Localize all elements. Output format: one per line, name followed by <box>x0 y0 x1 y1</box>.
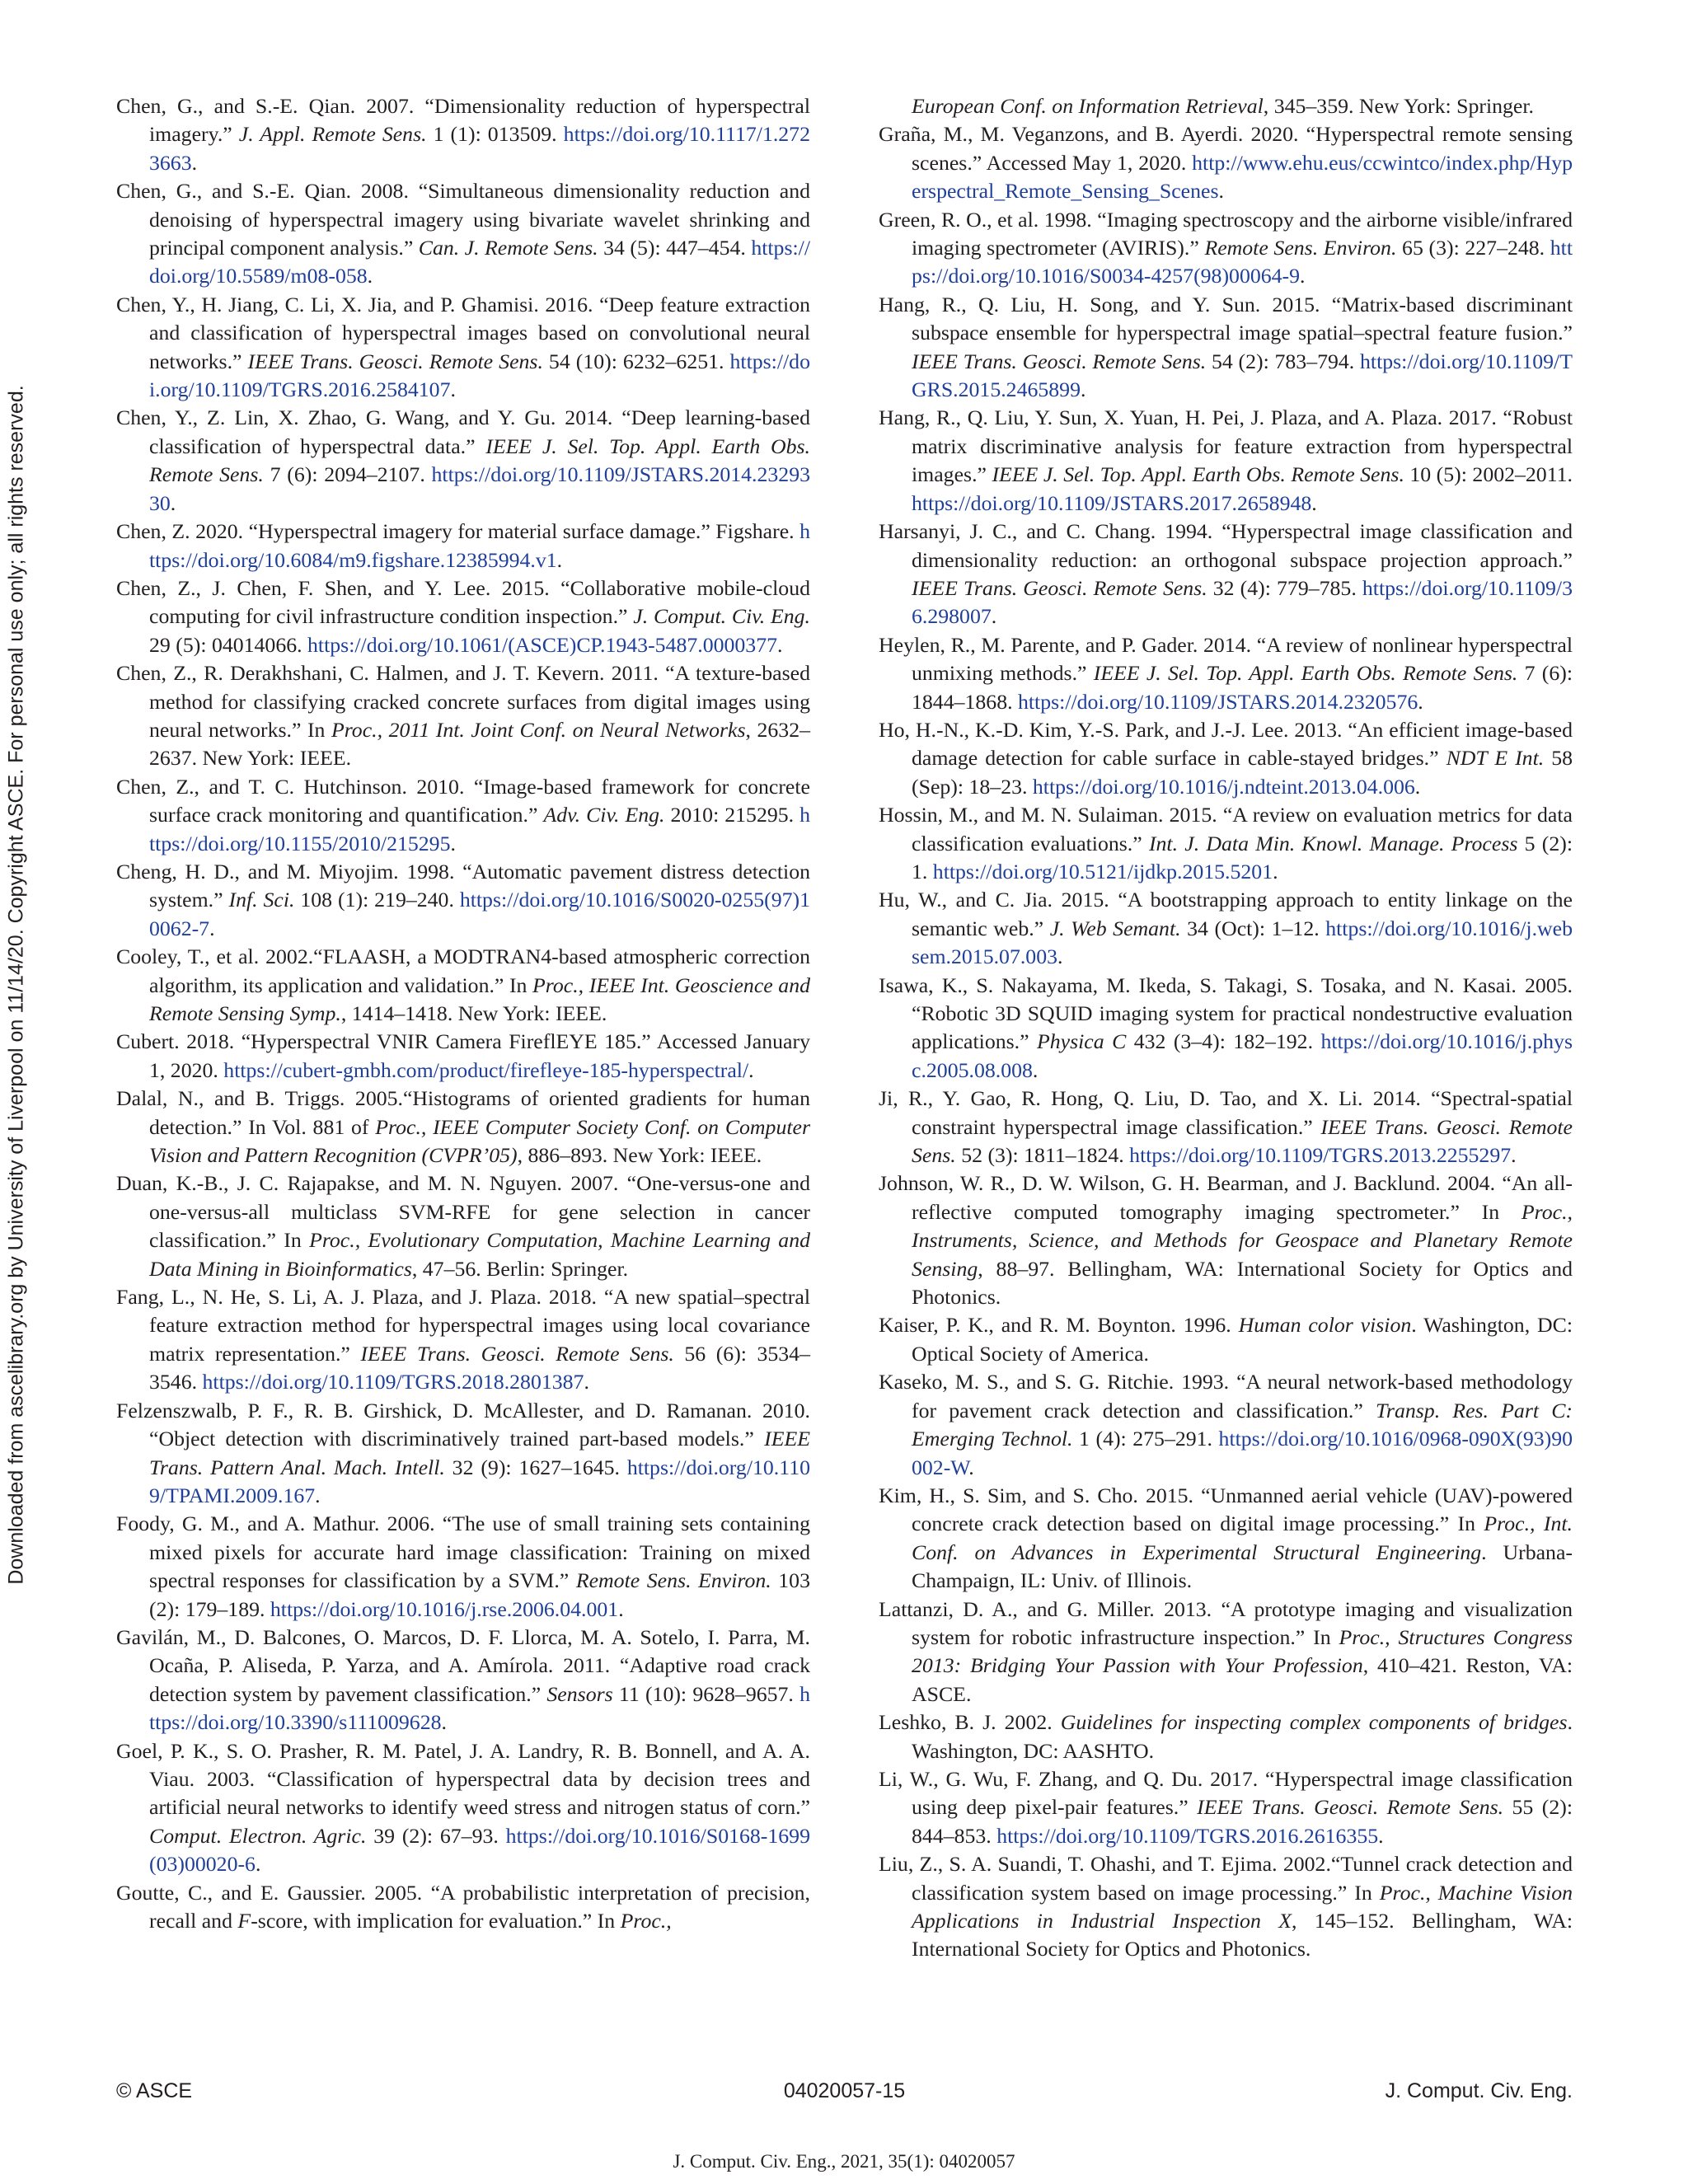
reference-source: IEEE Trans. Geosci. Remote Sens. <box>1197 1795 1504 1820</box>
reference-punctuation: . <box>1414 774 1421 799</box>
reference-source: Proc., Int. Conf. on Advances in Experimental Structural Engineering <box>912 1511 1573 1564</box>
reference-source: Proc., <box>620 1909 672 1933</box>
page-footer <box>116 2079 1573 2107</box>
reference-source: Proc., 2011 Int. Joint Conf. on Neural Networks <box>331 717 746 742</box>
reference-punctuation: . <box>748 1057 754 1082</box>
reference-entry <box>879 631 1573 716</box>
reference-text: Chen, G., and S.-E. Qian. 2007. “Dimensionality reduction of hyperspectral imagery.” <box>116 94 810 147</box>
reference-entry <box>116 858 810 943</box>
reference-doi-link[interactable]: https://doi.org/10.1016/j.ndteint.2013.04.006 <box>1032 774 1415 799</box>
reference-details: 1 (1): 013509. <box>426 122 564 147</box>
reference-doi-link[interactable]: https://doi.org/10.1109/JSTARS.2014.2329330 <box>149 462 810 515</box>
reference-doi-link[interactable]: https://doi.org/10.1016/j.websem.2015.07.003 <box>912 916 1573 969</box>
reference-punctuation: . <box>1080 377 1086 402</box>
reference-text: Cubert. 2018. “Hyperspectral VNIR Camera FireflEYE 185.” Accessed January 1, 2020. <box>116 1029 810 1082</box>
reference-entry <box>879 1311 1573 1368</box>
reference-details: 432 (3–4): 182–192. <box>1126 1029 1321 1054</box>
reference-source: IEEE Trans. Geosci. Remote Sens. <box>912 349 1207 373</box>
reference-text: Gavilán, M., D. Balcones, O. Marcos, D. F. Llorca, M. A. Sotelo, I. Parra, M. Ocaña, P. Aliseda, P. Yarza, and A. Amírola. 2011. “Adaptive road crack detection system by pavement classification.” <box>116 1624 810 1706</box>
reference-details: 54 (10): 6232–6251. <box>542 349 730 373</box>
reference-punctuation: . <box>450 377 456 402</box>
reference-source: J. Appl. Remote Sens. <box>238 122 427 147</box>
reference-source: Remote Sens. Environ. <box>575 1568 771 1593</box>
reference-text: Liu, Z., S. A. Suandi, T. Ohashi, and T. Ejima. 2002.“Tunnel crack detection and classification system based on image processing.” In <box>879 1852 1573 1905</box>
references-left-column <box>116 92 810 1935</box>
reference-continuation <box>879 92 1573 120</box>
reference-entry <box>879 801 1573 886</box>
reference-source: IEEE J. Sel. Top. Appl. Earth Obs. Remote Sens. <box>992 462 1404 487</box>
reference-entry <box>116 1624 810 1737</box>
reference-entry <box>879 1596 1573 1709</box>
reference-text: Hu, W., and C. Jia. 2015. “A bootstrapping approach to entity linkage on the semantic web.” <box>879 888 1573 940</box>
reference-source: IEEE Trans. Geosci. Remote Sens. <box>360 1341 674 1366</box>
reference-text: Hossin, M., and M. N. Sulaiman. 2015. “A review on evaluation metrics for data classification evaluations.” <box>879 803 1573 855</box>
reference-details: 56 (6): 3534–3546. <box>149 1341 810 1394</box>
reference-doi-link[interactable]: https://cubert-gmbh.com/product/firefleye-185-hyperspectral/ <box>223 1057 749 1082</box>
reference-details: 103 (2): 179–189. <box>149 1568 810 1621</box>
reference-punctuation: . <box>1378 1823 1384 1848</box>
reference-source: Proc., Evolutionary Computation, Machine Learning and Data Mining in Bioinformatics <box>149 1228 810 1281</box>
reference-details: 7 (6): 2094–2107. <box>263 462 432 487</box>
reference-doi-link[interactable]: https://doi.org/10.5589/m08-058 <box>149 236 810 288</box>
reference-punctuation: . <box>1300 264 1306 288</box>
reference-punctuation: . <box>441 1710 447 1735</box>
reference-entry <box>116 1510 810 1624</box>
reference-doi-link[interactable]: https://doi.org/10.6084/m9.figshare.12385994.v1 <box>149 519 810 572</box>
reference-punctuation: . <box>777 632 783 657</box>
reference-doi-link[interactable]: https://doi.org/10.1016/j.physc.2005.08.008 <box>912 1029 1573 1082</box>
reference-doi-link[interactable]: https://doi.org/10.1109/TGRS.2015.2465899 <box>912 349 1573 402</box>
reference-entry <box>879 1368 1573 1482</box>
reference-punctuation: . <box>1057 944 1063 969</box>
reference-text: Chen, Z., J. Chen, F. Shen, and Y. Lee. 2015. “Collaborative mobile-cloud computing for civil infrastructure condition inspection.” <box>116 575 810 629</box>
reference-doi-link[interactable]: https://doi.org/10.1061/(ASCE)CP.1943-5487.0000377 <box>307 632 777 657</box>
reference-details: 58 (Sep): 18–23. <box>912 746 1573 799</box>
reference-text: Graña, M., M. Veganzons, and B. Ayerdi. 2020. “Hyperspectral remote sensing scenes.” Accessed May 1, 2020. <box>879 122 1573 175</box>
reference-source: J. Comput. Civ. Eng. <box>633 604 811 629</box>
reference-text: Kim, H., S. Sim, and S. Cho. 2015. “Unmanned aerial vehicle (UAV)-powered concrete crack detection based on digital image processing.” In <box>879 1483 1573 1536</box>
reference-source: Can. J. Remote Sens. <box>418 236 598 260</box>
reference-entry <box>116 1737 810 1879</box>
reference-text: Chen, Z., R. Derakhshani, C. Halmen, and J. T. Kevern. 2011. “A texture-based method for classifying cracked concrete surfaces from digital images using neural networks.” In <box>116 661 810 742</box>
reference-details: 54 (2): 783–794. <box>1206 349 1360 373</box>
reference-text: Chen, Z. 2020. “Hyperspectral imagery for material surface damage.” Figshare. <box>116 519 800 544</box>
reference-punctuation: . <box>556 547 563 572</box>
reference-entry <box>116 1283 810 1397</box>
reference-doi-link[interactable]: https://doi.org/10.1016/S0034-4257(98)00064-9 <box>912 236 1573 288</box>
reference-text: Felzenszwalb, P. F., R. B. Girshick, D. McAllester, and D. Ramanan. 2010. “Object detection with discriminatively trained part-based models.” <box>116 1398 810 1451</box>
reference-text: Kaseko, M. S., and S. G. Ritchie. 1993. “A neural network-based methodology for pavement crack detection and classification.” <box>879 1370 1573 1422</box>
reference-details: 10 (5): 2002–2011. <box>1404 462 1573 487</box>
reference-text: Chen, Z., and T. C. Hutchinson. 2010. “Image-based framework for concrete surface crack monitoring and quantification.” <box>116 774 810 827</box>
reference-text: Leshko, B. J. 2002. <box>879 1710 1061 1735</box>
reference-details: -score, with implication for evaluation.” In <box>251 1909 621 1933</box>
reference-text: Hang, R., Q. Liu, Y. Sun, X. Yuan, H. Pei, J. Plaza, and A. Plaza. 2017. “Robust matrix discriminative analysis for feature extraction from hyperspectral images.” <box>879 405 1573 487</box>
reference-details: , 47–56. Berlin: Springer. <box>411 1256 629 1281</box>
reference-doi-link[interactable]: https://doi.org/10.1016/0968-090X(93)90002-W <box>912 1427 1573 1479</box>
reference-entry <box>879 120 1573 205</box>
reference-doi-link[interactable]: https://doi.org/10.1109/TGRS.2016.2616355 <box>996 1823 1379 1848</box>
reference-punctuation: . <box>1511 1143 1517 1168</box>
reference-details: 65 (3): 227–248. <box>1396 236 1550 260</box>
reference-details: 2010: 215295. <box>664 803 800 827</box>
reference-entry <box>116 943 810 1028</box>
reference-punctuation: . <box>450 831 456 855</box>
reference-entry <box>116 1879 810 1936</box>
reference-text: Dalal, N., and B. Triggs. 2005.“Histograms of oriented gradients for human detection.” In Vol. 881 of <box>116 1086 810 1139</box>
reference-details: , 410–421. Reston, VA: ASCE. <box>912 1653 1573 1706</box>
reference-entry <box>116 1169 810 1283</box>
reference-punctuation: . <box>170 490 176 515</box>
reference-source: Proc., IEEE Computer Society Conf. on Computer Vision and Pattern Recognition (CVPR’05) <box>149 1114 811 1168</box>
reference-details: . Urbana-Champaign, IL: Univ. of Illinois. <box>912 1540 1573 1593</box>
reference-entry <box>116 404 810 518</box>
reference-details: 34 (5): 447–454. <box>598 236 752 260</box>
reference-source: NDT E Int. <box>1446 746 1545 771</box>
reference-source: Physica C <box>1036 1029 1127 1054</box>
reference-punctuation: . <box>1218 179 1224 204</box>
reference-details: 32 (4): 779–785. <box>1207 575 1362 600</box>
reference-source: IEEE Trans. Pattern Anal. Mach. Intell. <box>149 1427 810 1479</box>
bottom-citation: J. Comput. Civ. Eng., 2021, 35(1): 04020057 <box>673 2151 1015 2172</box>
reference-source: F <box>237 1909 251 1933</box>
reference-source: J. Web Semant. <box>1049 916 1181 940</box>
reference-punctuation: . <box>255 1852 261 1877</box>
reference-text: Lattanzi, D. A., and G. Miller. 2013. “A prototype imaging and visualization system for robotic infrastructure inspection.” In <box>879 1596 1573 1649</box>
reference-text: Li, W., G. Wu, F. Zhang, and Q. Du. 2017. “Hyperspectral image classification using deep pixel-pair features.” <box>879 1766 1573 1820</box>
reference-entry <box>116 518 810 574</box>
reference-punctuation: . <box>584 1370 589 1394</box>
reference-entry <box>879 291 1573 405</box>
reference-punctuation: . <box>315 1483 321 1507</box>
reference-doi-link[interactable]: https://doi.org/10.1109/TPAMI.2009.167 <box>149 1455 810 1507</box>
reference-text: Isawa, K., S. Nakayama, M. Ikeda, S. Takagi, S. Tosaka, and N. Kasai. 2005. “Robotic 3D SQUID imaging system for practical nondestructive evaluation applications.” <box>879 972 1573 1054</box>
reference-punctuation: . <box>968 1455 974 1479</box>
reference-doi-link[interactable]: http://www.ehu.eus/ccwintco/index.php/Hyperspectral_Remote_Sensing_Scenes <box>912 150 1573 204</box>
references-right-column <box>879 92 1573 1964</box>
reference-details: , 1414–1418. New York: IEEE. <box>340 1001 607 1025</box>
reference-source: Int. J. Data Min. Knowl. Manage. Process <box>1148 831 1518 855</box>
reference-text: Ho, H.-N., K.-D. Kim, Y.-S. Park, and J.-J. Lee. 2013. “An efficient image-based damage detection for cable surface in cable-stayed bridges.” <box>879 717 1573 771</box>
reference-doi-link[interactable]: https://doi.org/10.1016/S0020-0255(97)10062-7 <box>149 888 810 940</box>
reference-doi-link[interactable]: https://doi.org/10.1109/TGRS.2016.2584107 <box>149 349 810 402</box>
reference-text: Kaiser, P. K., and R. M. Boynton. 1996. <box>879 1313 1239 1338</box>
reference-details: , 886–893. New York: IEEE. <box>517 1143 762 1168</box>
reference-entry <box>879 972 1573 1085</box>
reference-text: Ji, R., Y. Gao, R. Hong, Q. Liu, D. Tao, and X. Li. 2014. “Spectral-spatial constraint hyperspectral image classification.” <box>879 1086 1573 1139</box>
reference-punctuation: . <box>209 916 215 940</box>
reference-details: 55 (2): 844–853. <box>912 1795 1573 1848</box>
reference-doi-link[interactable]: https://doi.org/10.1016/j.rse.2006.04.001 <box>270 1596 619 1621</box>
reference-entry <box>116 773 810 858</box>
reference-entry <box>879 206 1573 291</box>
reference-source: IEEE Trans. Geosci. Remote Sens. <box>247 349 543 373</box>
reference-details: . Washington, DC: AASHTO. <box>912 1710 1573 1763</box>
reference-entry <box>879 1850 1573 1964</box>
reference-source: Comput. Electron. Agric. <box>149 1823 367 1848</box>
reference-text: Harsanyi, J. C., and C. Chang. 1994. “Hyperspectral image classification and dimensionality reduction: an orthogonal subspace projection approach.” <box>879 519 1573 572</box>
reference-doi-link[interactable]: https://doi.org/10.1109/JSTARS.2014.2320576 <box>1017 689 1418 714</box>
reference-doi-link[interactable]: https://doi.org/10.1117/1.2723663 <box>149 122 810 175</box>
reference-source: Human color vision <box>1238 1313 1412 1338</box>
reference-entry <box>116 92 810 177</box>
reference-punctuation: . <box>991 604 997 629</box>
reference-source: Transp. Res. Part C: Emerging Technol. <box>912 1398 1573 1451</box>
reference-source: Proc., Machine Vision Applications in Industrial Inspection X <box>912 1880 1573 1933</box>
reference-source: Proc., Structures Congress 2013: Bridging Your Passion with Your Profession <box>912 1624 1573 1678</box>
reference-details: 11 (10): 9628–9657. <box>612 1681 800 1706</box>
reference-details: 32 (9): 1627–1645. <box>444 1455 627 1479</box>
reference-text: Chen, Y., Z. Lin, X. Zhao, G. Wang, and Y. Gu. 2014. “Deep learning-based classification of hyperspectral data.” <box>116 405 810 458</box>
reference-source: IEEE J. Sel. Top. Appl. Earth Obs. Remote Sens. <box>149 434 810 487</box>
reference-entry <box>879 1708 1573 1765</box>
reference-entry <box>879 886 1573 971</box>
footer-journal: J. Comput. Civ. Eng. <box>1385 2079 1573 2102</box>
reference-details: , 2632–2637. New York: IEEE. <box>149 717 811 771</box>
download-notice-text: Downloaded from ascelibrary.org by University of Liverpool on 11/14/20. Copyright ASCE. For personal use only; all rights reserved. <box>4 385 28 1585</box>
reference-text: Johnson, W. R., D. W. Wilson, G. H. Bearman, and J. Backlund. 2004. “An all-reflective computed tomography imaging spectrometer.” In <box>879 1171 1573 1224</box>
reference-entry <box>116 1028 810 1085</box>
reference-details: 1 (4): 275–291. <box>1072 1427 1219 1451</box>
reference-text: Chen, G., and S.-E. Qian. 2008. “Simultaneous dimensionality reduction and denoising of hyperspectral imagery using bivariate wavelet shrinking and principal component analysis.” <box>116 179 810 260</box>
reference-punctuation: . <box>191 150 198 175</box>
reference-entry <box>879 1169 1573 1311</box>
reference-details: . Washington, DC: Optical Society of America. <box>912 1313 1573 1366</box>
reference-source: IEEE Trans. Geosci. Remote Sens. <box>912 575 1207 600</box>
reference-entry <box>879 1482 1573 1596</box>
reference-text: Goel, P. K., S. O. Prasher, R. M. Patel, J. A. Landry, R. B. Bonnell, and A. A. Viau. 2003. “Classification of hyperspectral data by decision trees and artificial neural networks to identify weed stress and nitrogen status of corn.” <box>116 1738 810 1820</box>
reference-doi-link[interactable]: https://doi.org/10.1109/TGRS.2018.2801387 <box>202 1370 584 1394</box>
reference-details: 5 (2): 1. <box>912 831 1573 883</box>
reference-entry <box>879 1085 1573 1169</box>
reference-source: Adv. Civ. Eng. <box>543 803 665 827</box>
reference-details: , 88–97. Bellingham, WA: International Society for Optics and Photonics. <box>912 1256 1573 1310</box>
reference-doi-link[interactable]: https://doi.org/10.1109/JSTARS.2017.2658948 <box>912 490 1312 515</box>
reference-entry <box>879 518 1573 631</box>
reference-text: Chen, Y., H. Jiang, C. Li, X. Jia, and P. Ghamisi. 2016. “Deep feature extraction and classification of hyperspectral images based on convolutional neural networks.” <box>116 292 810 373</box>
reference-punctuation: . <box>1273 859 1278 883</box>
reference-entry <box>879 716 1573 801</box>
footer-page-number: 04020057-15 <box>783 2079 906 2102</box>
reference-entry <box>879 404 1573 518</box>
download-notice-sidebar <box>0 0 33 2184</box>
reference-punctuation: . <box>367 264 373 288</box>
reference-text: Hang, R., Q. Liu, H. Song, and Y. Sun. 2015. “Matrix-based discriminant subspace ensemble for hyperspectral image spatial–spectral feature fusion.” <box>879 292 1573 345</box>
reference-punctuation: . <box>618 1596 624 1621</box>
reference-punctuation: . <box>1032 1057 1039 1082</box>
reference-details: 34 (Oct): 1–12. <box>1180 916 1326 940</box>
reference-source: Proc., Instruments, Science, and Methods for Geospace and Planetary Remote Sensing <box>912 1199 1573 1281</box>
reference-text: Goutte, C., and E. Gaussier. 2005. “A probabilistic interpretation of precision, recall and <box>116 1880 810 1933</box>
reference-source: Sensors <box>546 1681 613 1706</box>
reference-punctuation: . <box>1311 490 1317 515</box>
reference-doi-link[interactable]: https://doi.org/10.1155/2010/215295 <box>149 803 811 855</box>
reference-doi-link[interactable]: https://doi.org/10.5121/ijdkp.2015.5201 <box>932 859 1273 883</box>
reference-entry <box>116 1085 810 1169</box>
reference-details: 7 (6): 1844–1868. <box>912 661 1573 714</box>
reference-entry <box>116 574 810 659</box>
reference-details: 29 (5): 04014066. <box>149 632 308 657</box>
reference-source: European Conf. on Information Retrieval <box>912 94 1264 118</box>
reference-doi-link[interactable]: https://doi.org/10.1109/36.298007 <box>912 575 1573 629</box>
reference-source: Proc., IEEE Int. Geoscience and Remote Sensing Symp. <box>149 972 810 1025</box>
reference-text: Foody, G. M., and A. Mathur. 2006. “The use of small training sets containing mixed pixels for accurate hard image classification: Training on mixed spectral responses for classification by a SVM.” <box>116 1511 810 1593</box>
reference-text: Cooley, T., et al. 2002.“FLAASH, a MODTRAN4-based atmospheric correction algorithm, its application and validation.” In <box>116 944 810 997</box>
reference-source: IEEE J. Sel. Top. Appl. Earth Obs. Remote Sens. <box>1093 661 1518 686</box>
reference-details: 108 (1): 219–240. <box>294 888 460 912</box>
reference-doi-link[interactable]: https://doi.org/10.1016/S0168-1699(03)00020-6 <box>149 1823 810 1877</box>
reference-entry <box>879 1765 1573 1850</box>
reference-details: , 145–152. Bellingham, WA: International Society for Optics and Photonics. <box>912 1909 1573 1961</box>
reference-details: 39 (2): 67–93. <box>366 1823 506 1848</box>
reference-source: IEEE Trans. Geosci. Remote Sens. <box>912 1114 1573 1168</box>
reference-source: Inf. Sci. <box>228 888 295 912</box>
reference-text: Fang, L., N. He, S. Li, A. J. Plaza, and J. Plaza. 2018. “A new spatial–spectral feature extraction method for hyperspectral images using local covariance matrix representation.” <box>116 1285 810 1366</box>
reference-punctuation: . <box>1418 689 1423 714</box>
reference-details: 52 (3): 1811–1824. <box>955 1143 1130 1168</box>
reference-entry <box>116 659 810 773</box>
reference-text: Green, R. O., et al. 1998. “Imaging spectroscopy and the airborne visible/infrared imaging spectrometer (AVIRIS).” <box>879 207 1573 260</box>
reference-text: Cheng, H. D., and M. Miyojim. 1998. “Automatic pavement distress detection system.” <box>116 859 810 912</box>
reference-source: Guidelines for inspecting complex components of bridges <box>1060 1710 1568 1735</box>
reference-entry <box>116 177 810 291</box>
reference-details: , 345–359. New York: Springer. <box>1263 94 1535 118</box>
reference-doi-link[interactable]: https://doi.org/10.3390/s111009628 <box>149 1681 810 1735</box>
reference-entry <box>116 1397 810 1511</box>
reference-text: Heylen, R., M. Parente, and P. Gader. 2014. “A review of nonlinear hyperspectral unmixing methods.” <box>879 632 1573 686</box>
reference-text: Duan, K.-B., J. C. Rajapakse, and M. N. Nguyen. 2007. “One-versus-one and one-versus-all multiclass SVM-RFE for gene selection in cancer classification.” In <box>116 1171 810 1253</box>
reference-entry <box>116 291 810 405</box>
reference-source: Remote Sens. Environ. <box>1204 236 1397 260</box>
footer-copyright: © ASCE <box>116 2079 193 2102</box>
reference-doi-link[interactable]: https://doi.org/10.1109/TGRS.2013.2255297 <box>1129 1143 1512 1168</box>
